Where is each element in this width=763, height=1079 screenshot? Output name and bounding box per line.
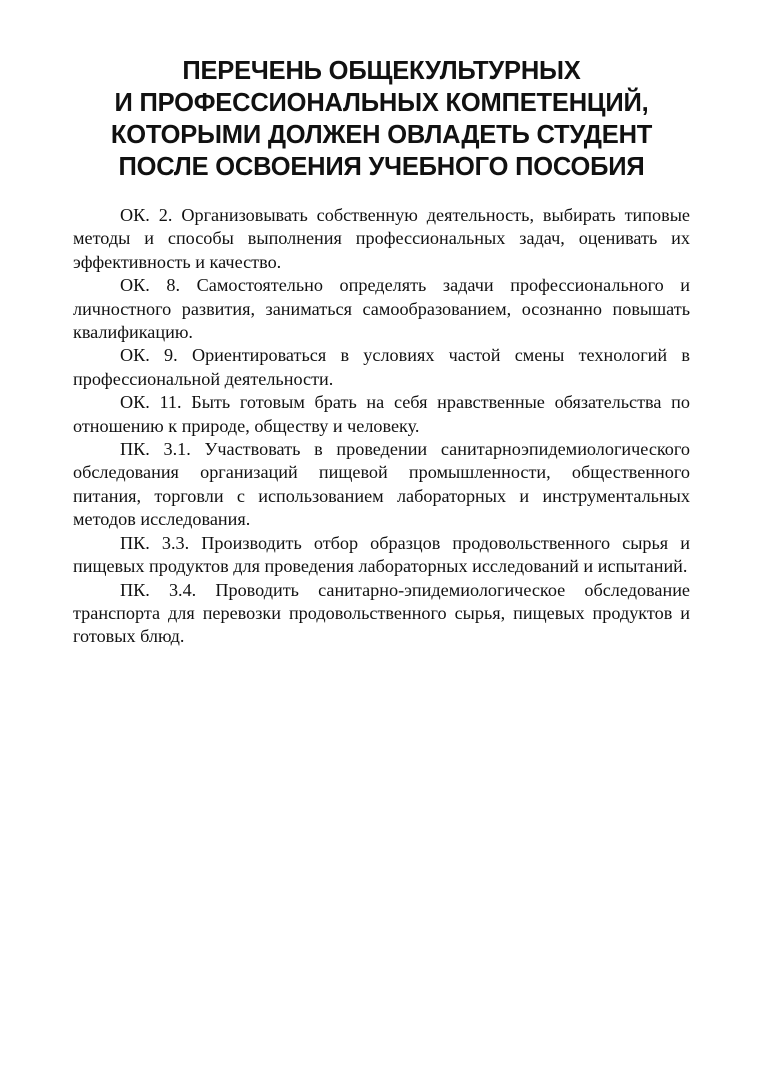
competency-list: [73, 204, 690, 649]
competency-ok-11: ОК. 11. Быть готовым брать на себя нравственные обязательства по отношению к природе, обществу и человеку.: [73, 392, 690, 436]
competency-ok-2: ОК. 2. Организовывать собственную деятельность, выбирать типовые методы и способы выполнения профессиональных задач, оценивать их эффективность и качество.: [73, 205, 690, 272]
title-line-4: ПОСЛЕ ОСВОЕНИЯ УЧЕБНОГО ПОСОБИЯ: [118, 153, 645, 181]
title-line-2: И ПРОФЕССИОНАЛЬНЫХ КОМПЕТЕНЦИЙ,: [114, 89, 649, 117]
competency-pk-3-3: ПК. 3.3. Производить отбор образцов продовольственного сырья и пищевых продуктов для проведения лабораторных исследований и испытаний.: [73, 532, 690, 577]
competency-pk-3-4: ПК. 3.4. Проводить санитарно-эпидемиологическое обследование транспорта для перевозки продовольственного сырья, пищевых продуктов и готовых блюд.: [73, 579, 690, 647]
competency-ok-9: ОК. 9. Ориентироваться в условиях частой смены технологий в профессиональной деятельности.: [73, 345, 690, 389]
title-line-3: КОТОРЫМИ ДОЛЖЕН ОВЛАДЕТЬ СТУДЕНТ: [110, 121, 653, 149]
competency-ok-8: ОК. 8. Самостоятельно определять задачи профессионального и личностного развития, заниматься самообразованием, осознанно повышать квалификацию.: [73, 275, 690, 343]
competency-pk-3-1: ПК. 3.1. Участвовать в проведении санитарноэпидемиологического обследования организаций пищевой промышленности, общественного питания, торговли с использованием лабораторных и инструментальных методов исследования.: [73, 439, 690, 530]
page-title: [73, 55, 690, 183]
title-line-1: ПЕРЕЧЕНЬ ОБЩЕКУЛЬТУРНЫХ: [182, 57, 581, 85]
document-page: [73, 55, 690, 649]
